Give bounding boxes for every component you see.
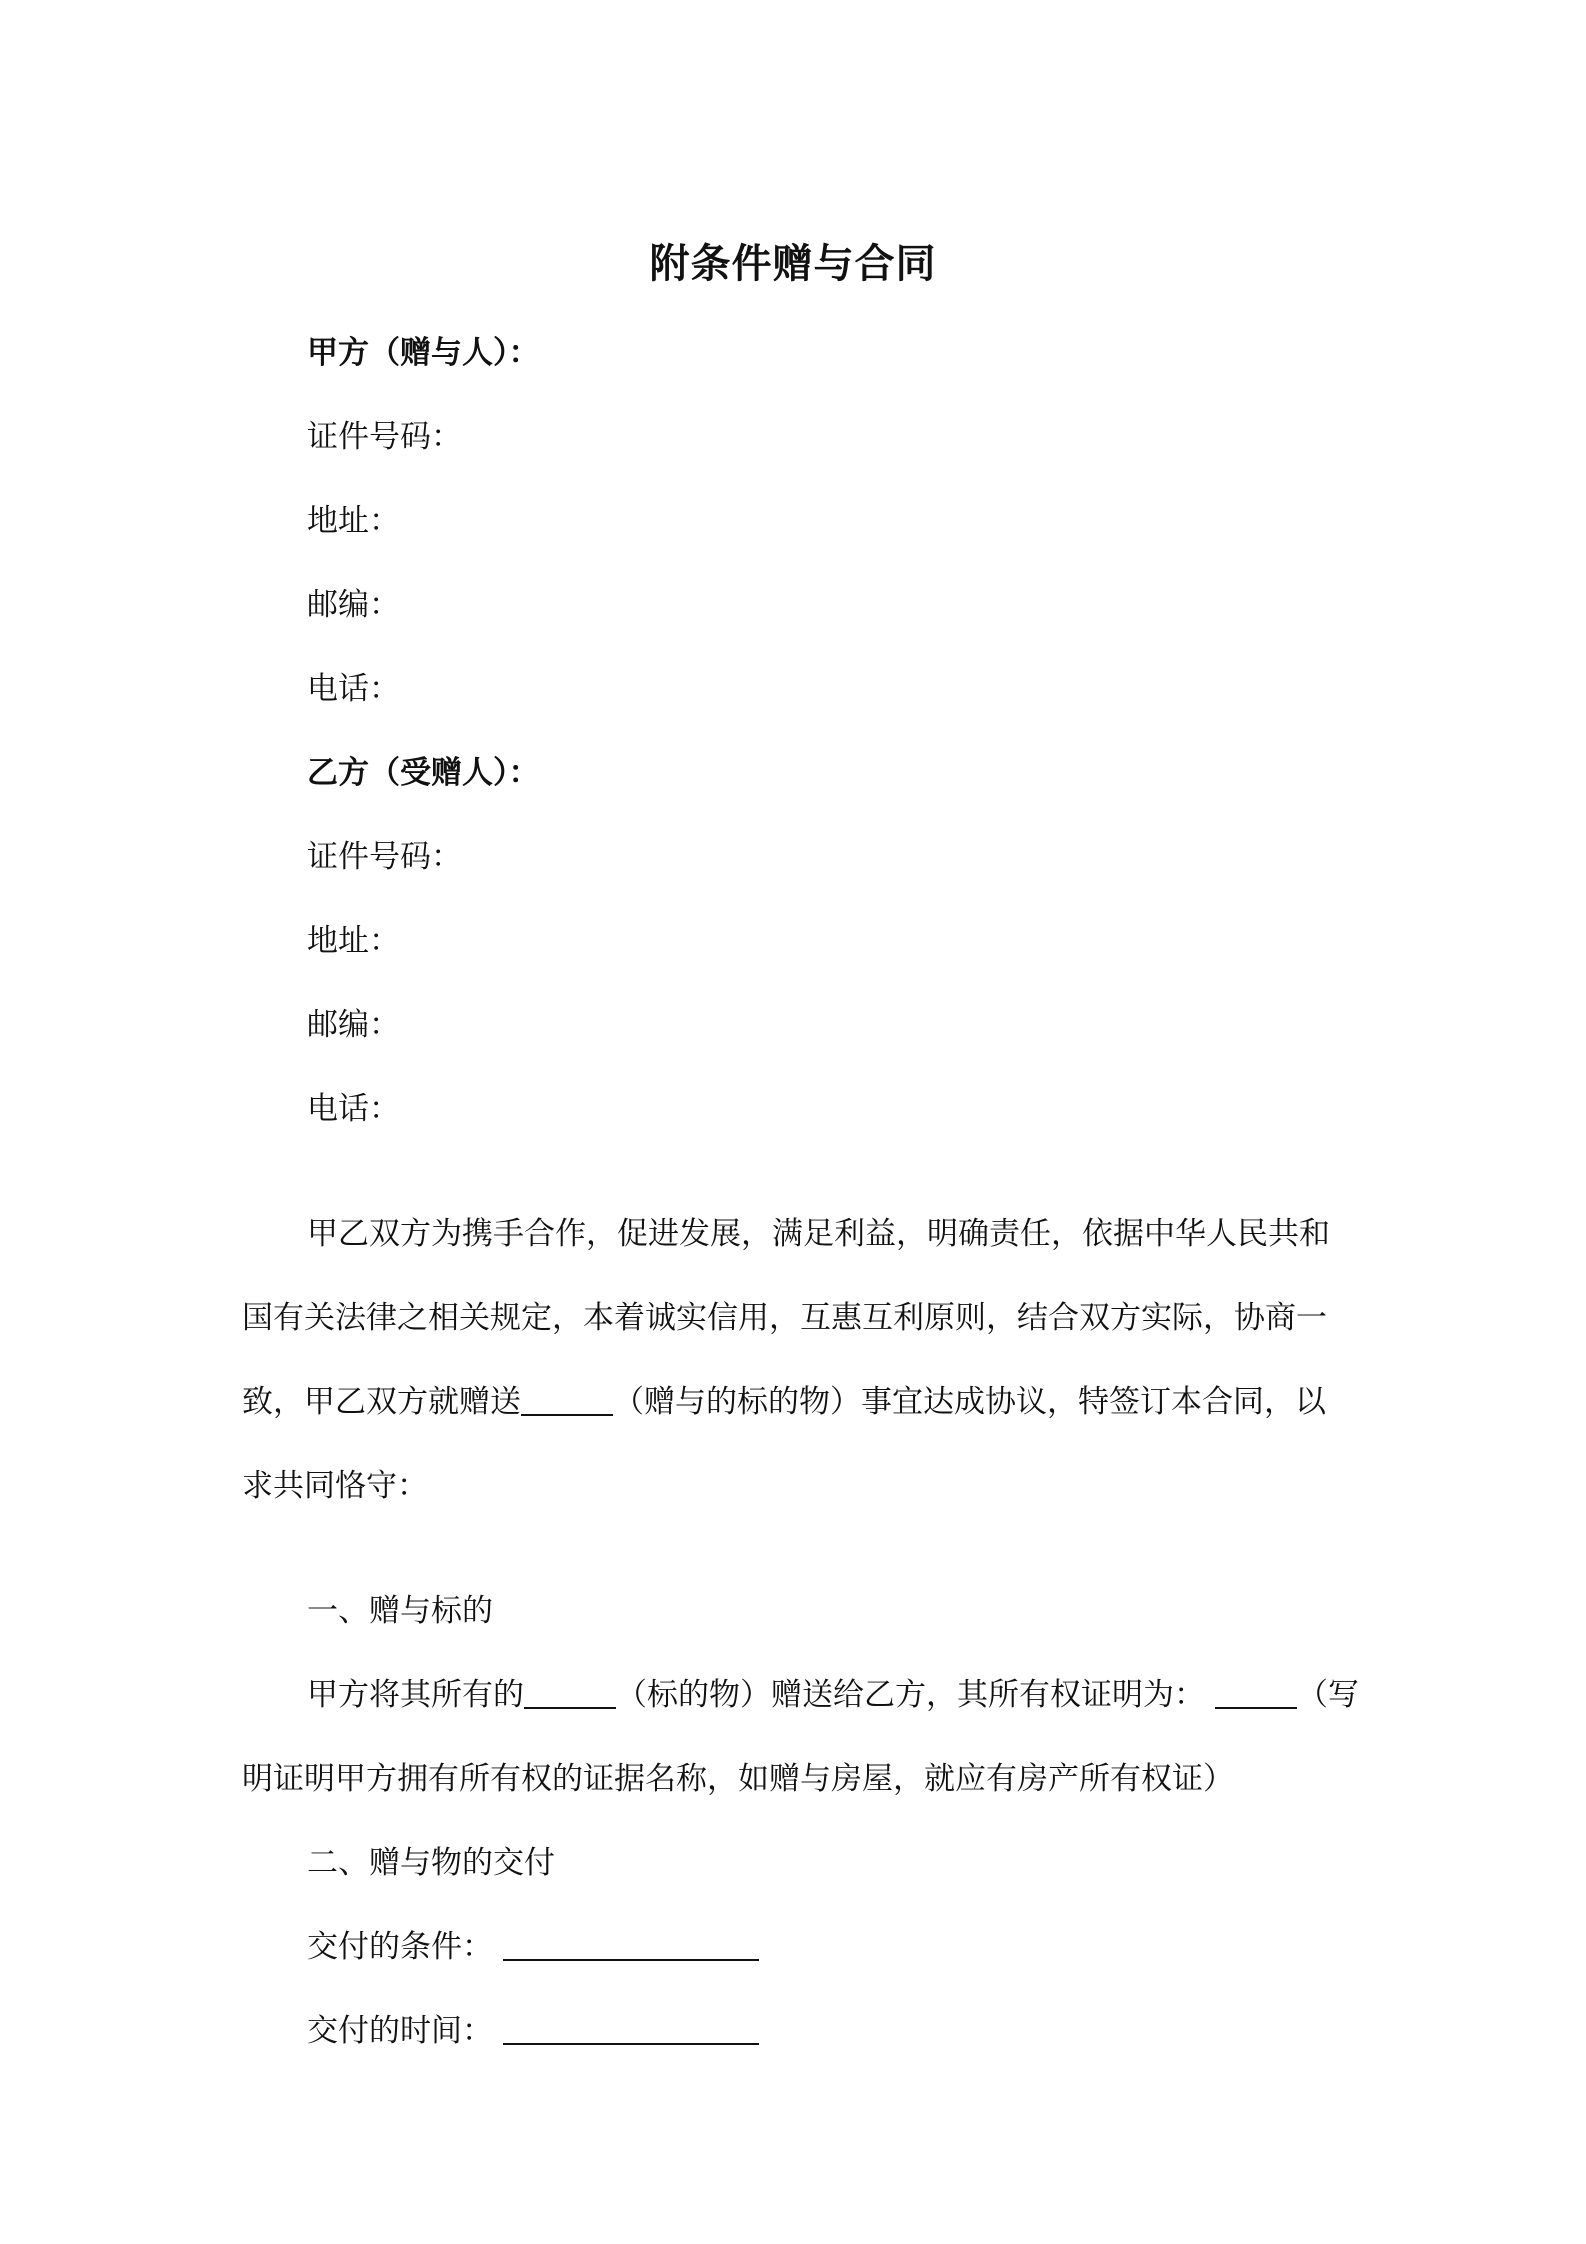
delivery-condition-blank[interactable] (503, 1929, 759, 1961)
delivery-time-label: 交付的时间： (307, 2013, 493, 2049)
section-2-heading: 二、赠与物的交付 (307, 1845, 555, 1881)
section-1-line-1-middle: （标的物）赠送给乙方，其所有权证明为： (616, 1677, 1205, 1713)
preamble-line-3 (242, 1382, 1354, 1422)
subject-matter-blank[interactable] (524, 1677, 616, 1709)
party-a-phone-label: 电话： (307, 671, 400, 707)
delivery-time-row (307, 2011, 759, 2051)
party-a-postcode-label: 邮编： (307, 587, 400, 623)
party-b-postcode-label: 邮编： (307, 1007, 400, 1043)
preamble-line-3-end: （赠与的标的物）事宜达成协议，特签订本合同，以 (613, 1384, 1326, 1420)
preamble-line-1: 甲乙双方为携手合作，促进发展，满足利益，明确责任，依据中华人民共和 (307, 1216, 1330, 1252)
delivery-condition-row (307, 1927, 759, 1967)
preamble-line-3-start: 致，甲乙双方就赠送 (242, 1384, 521, 1420)
delivery-condition-label: 交付的条件： (307, 1929, 493, 1965)
party-b-address-label: 地址： (307, 923, 400, 959)
section-1-line-1-end: （写 (1297, 1677, 1359, 1713)
section-1-line-1 (307, 1675, 1419, 1715)
section-1-line-2: 明证明甲方拥有所有权的证据名称，如赠与房屋，就应有房产所有权证） (242, 1761, 1234, 1797)
gift-object-blank[interactable] (521, 1384, 613, 1416)
delivery-time-blank[interactable] (503, 2013, 759, 2045)
party-b-phone-label: 电话： (307, 1091, 400, 1127)
section-1-heading: 一、赠与标的 (307, 1593, 493, 1629)
party-b-id-label: 证件号码： (307, 839, 462, 875)
preamble-line-2: 国有关法律之相关规定，本着诚实信用，互惠互利原则，结合双方实际，协商一 (242, 1300, 1327, 1336)
party-a-id-label: 证件号码： (307, 419, 462, 455)
section-1-line-1-start: 甲方将其所有的 (307, 1677, 524, 1713)
ownership-proof-blank[interactable] (1215, 1677, 1297, 1709)
party-a-heading: 甲方（赠与人）： (307, 335, 540, 371)
party-a-address-label: 地址： (307, 503, 400, 539)
party-b-heading: 乙方（受赠人）： (307, 755, 540, 791)
preamble-line-4: 求共同恪守： (242, 1468, 428, 1504)
page-title: 附条件赠与合同 (649, 241, 937, 287)
